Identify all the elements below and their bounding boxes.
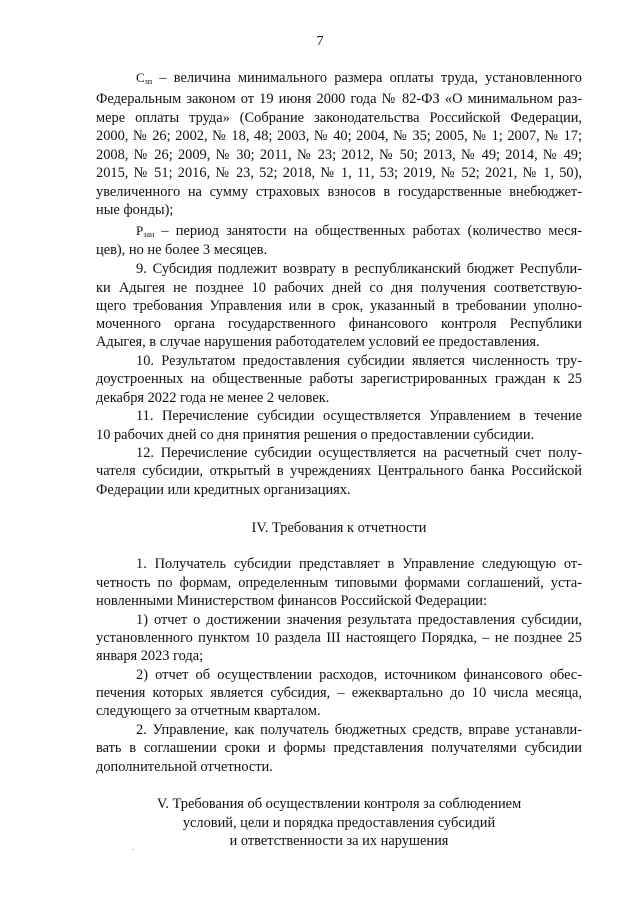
text-line: 1. Получатель субсидии представляет в Управление следующую от- — [136, 556, 582, 572]
text-line: Адыгея, в случае нарушения работодателем условий ее предоставления. — [96, 334, 540, 350]
text-line: чателя субсидии, открытый в учреждениях Центрального банка Российской — [96, 463, 582, 479]
text-line: четность по формам, определенным типовыми формами соглашений, уста- — [96, 575, 582, 591]
section-heading: и ответственности за их нарушения — [229, 833, 449, 849]
text-line: ки Адыгея не позднее 10 рабочих дней со дня получения соответствую- — [96, 280, 582, 296]
text-line: печения которых является субсидия, – ежеквартально до 10 числа месяца, — [96, 685, 582, 701]
text-line: 11. Перечисление субсидии осуществляется Управлением в течение — [136, 408, 582, 424]
text-line: 2000, № 26; 2002, № 18, 48; 2003, № 40; 2004, № 35; 2005, № 1; 2007, № 17; — [96, 128, 582, 144]
text-line: цев), но не более 3 месяцев. — [96, 242, 268, 258]
text-line: 2. Управление, как получатель бюджетных средств, вправе устанавли- — [136, 722, 582, 738]
text-line: 10. Результатом предоставления субсидии является численность тру- — [136, 353, 582, 369]
text-line: новленными Министерством финансов Российской Федерации: — [96, 593, 487, 609]
text-line: дополнительной отчетности. — [96, 759, 273, 775]
text-line: ные фонды); — [96, 202, 174, 218]
section-heading: V. Требования об осуществлении контроля за соблюдением — [156, 796, 522, 812]
text-line: доустроенных на общественные работы зарегистрированных граждан к 25 — [96, 371, 582, 387]
text-line: 2015, № 51; 2016, № 23, 52; 2018, № 1, 11, 53; 2019, № 52; 2021, № 1, 50), — [96, 165, 582, 181]
text-line: увеличенного на сумму страховых взносов в государственные внебюджет- — [96, 184, 582, 200]
text-line: вать в соглашении сроки и формы представления получателями субсидии — [96, 740, 582, 756]
text-line: мере оплаты труда» (Собрание законодательства Российской Федерации, — [96, 110, 582, 126]
text-line: 10 рабочих дней со дня принятия решения о предоставлении субсидии. — [96, 427, 535, 443]
text-line: щего требования Управления или в срок, указанный в требовании уполно- — [96, 298, 582, 314]
section-heading: IV. Требования к отчетности — [251, 520, 427, 536]
section-heading: условий, цели и порядка предоставления субсидий — [182, 815, 496, 831]
text-line — [96, 69, 582, 91]
scan-speck — [132, 849, 134, 850]
text-line: моченного органа государственного финансового контроля Республики — [96, 316, 582, 332]
text-line: 1) отчет о достижении значения результата предоставления субсидии, — [136, 612, 582, 628]
text-line: следующего за отчетным кварталом. — [96, 703, 321, 719]
text-line: 2008, № 26; 2009, № 30; 2011, № 23; 2012, № 50; 2013, № 49; 2014, № 49; — [96, 147, 582, 163]
text-line: 12. Перечисление субсидии осуществляется на расчетный счет полу- — [136, 445, 582, 461]
text-line: 2) отчет об осуществлении расходов, источником финансового обес- — [136, 667, 582, 683]
formula-subscript: зп — [144, 77, 153, 86]
text-line: Федерации или кредитных организациях. — [96, 482, 351, 498]
text-line: установленного пунктом 10 раздела III настоящего Порядка, – не позднее 25 — [96, 630, 582, 646]
line-text: – величина минимального размера оплаты труда, установленного — [152, 70, 582, 86]
text-line: января 2023 года; — [96, 648, 204, 664]
text-line: Федеральным законом от 19 июня 2000 года № 82-ФЗ «О минимальном раз- — [96, 91, 582, 107]
formula-symbol: С — [136, 70, 145, 85]
formula-symbol: Р — [136, 223, 144, 238]
formula-subscript: зан — [143, 230, 155, 239]
page-number: 7 — [316, 34, 324, 49]
text-line: декабря 2022 года не менее 2 человек. — [96, 390, 330, 406]
line-text: – период занятости на общественных работах (количество меся- — [154, 223, 582, 239]
text-line: 9. Субсидия подлежит возврату в республиканский бюджет Республи- — [136, 261, 582, 277]
